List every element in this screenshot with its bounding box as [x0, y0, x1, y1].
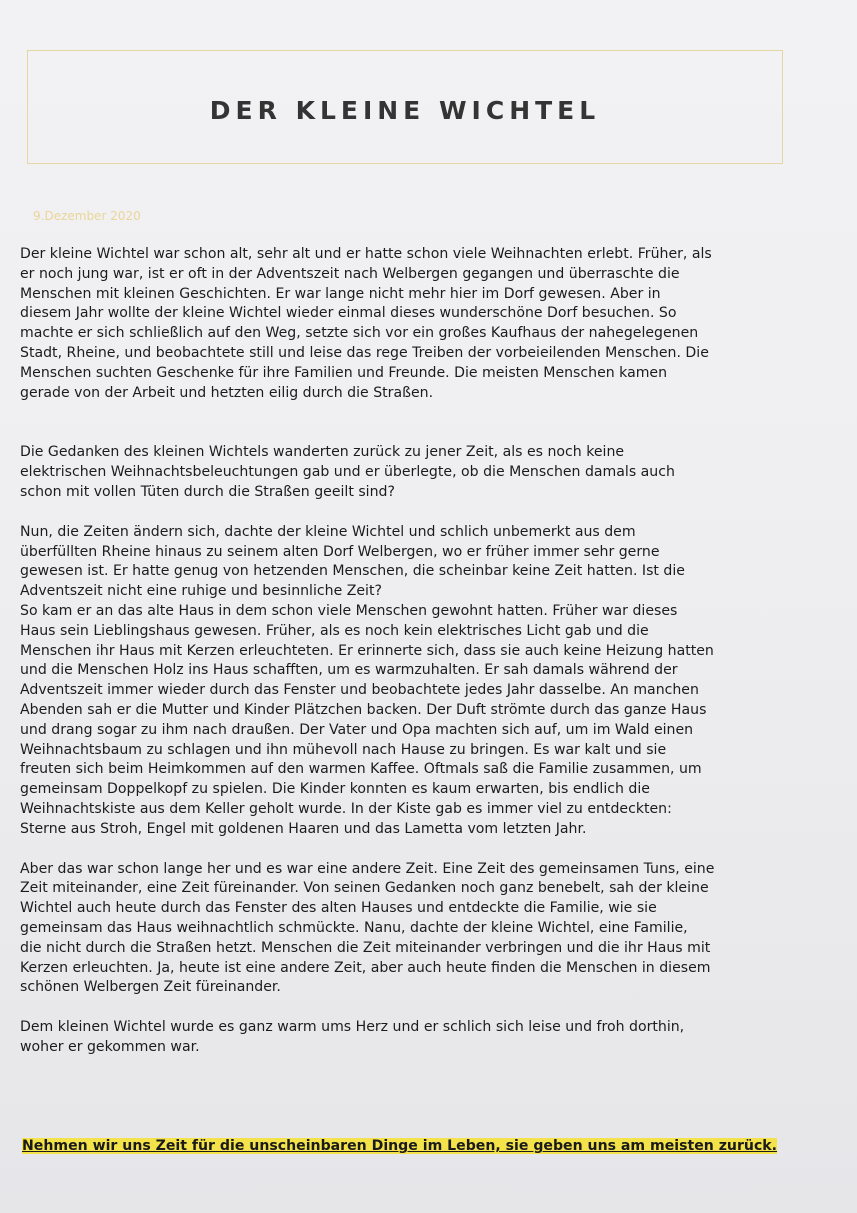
story-paragraph-4: Aber das war schon lange her und es war eine andere Zeit. Eine Zeit des gemeinsamen Tuns, eine Zeit miteinander, eine Zeit füreinander. Von seinen Gedanken noch ganz benebelt, sah der kleine Wichtel auch heute durch das Fenster des alten Hauses und entdeckte die Familie, wie sie gemeinsam das Haus weihnachtlich schmückte. Nanu, dachte der kleine Wichtel, eine Familie, die nicht durch die Straßen hetzt. Menschen die Zeit miteinander verbringen und die ihr Haus mit Kerzen erleuchten. Ja, heute ist eine andere Zeit, aber auch heute finden die Menschen in diesem schönen Welbergen Zeit füreinander.	[20, 860, 715, 996]
story-paragraph-2: Die Gedanken des kleinen Wichtels wanderten zurück zu jener Zeit, als es noch keine elektrischen Weihnachtsbeleuchtungen gab und er überlegte, ob die Menschen damals auch schon mit vollen Tüten durch die Straßen geeilt sind?	[20, 444, 675, 500]
document-title: DER KLEINE WICHTEL	[209, 95, 601, 125]
paragraph-spacer	[20, 1058, 820, 1118]
paragraph-spacer	[20, 998, 820, 1018]
story-paragraph-1: Der kleine Wichtel war schon alt, sehr alt und er hatte schon viele Weihnachten erlebt. Früher, als er noch jung war, ist er oft in der Adventszeit nach Welbergen gegangen und überraschte die Menschen mit kleinen Geschichten. Er war lange nicht mehr hier im Dorf gewesen. Aber in diesem Jahr wollte der kleine Wichtel wieder einmal dieses wunderschöne Dorf besuchen. So machte er sich schließlich auf den Weg, setzte sich vor ein großes Kaufhaus der nahegelegenen Stadt, Rheine, und beobachtete still und leise das rege Treiben der vorbeieilenden Menschen. Die Menschen suchten Geschenke für ihre Familien und Freunde. Die meisten Menschen kamen gerade von der Arbeit und hetzten eilig durch die Straßen.	[20, 246, 712, 401]
title-box	[27, 50, 783, 164]
highlighted-closing-text: Nehmen wir uns Zeit für die unscheinbaren Dinge im Leben, sie geben uns am meisten zurück.	[22, 1138, 778, 1155]
paragraph-spacer	[20, 840, 820, 860]
story-paragraph-5: Dem kleinen Wichtel wurde es ganz warm ums Herz und er schlich sich leise und froh dorthin, woher er gekommen war.	[20, 1019, 685, 1055]
closing-line	[20, 1118, 820, 1158]
story-body	[20, 245, 820, 1157]
paragraph-spacer	[20, 403, 820, 443]
document-date: 9.Dezember 2020	[33, 209, 141, 223]
story-paragraph-3: Nun, die Zeiten ändern sich, dachte der kleine Wichtel und schlich unbemerkt aus dem überfüllten Rheine hinaus zu seinem alten Dorf Welbergen, wo er früher immer sehr gerne gewesen ist. Er hatte genug von hetzenden Menschen, die scheinbar keine Zeit hatten. Ist die Adventszeit nicht eine ruhige und besinnliche Zeit? So kam er an das alte Haus in dem schon viele Menschen gewohnt hatten. Früher war dieses Haus sein Lieblingshaus gewesen. Früher, als es noch kein elektrisches Licht gab und die Menschen ihr Haus mit Kerzen erleuchteten. Er erinnerte sich, dass sie auch keine Heizung hatten und die Menschen Holz ins Haus schafften, um es warmzuhalten. Er sah damals während der Adventszeit immer wieder durch das Fenster und beobachtete jedes Jahr dasselbe. An manchen Abenden sah er die Mutter und Kinder Plätzchen backen. Der Duft strömte durch das ganze Haus und drang sogar zu ihm nach draußen. Der Vater und Opa machten sich auf, um im Wald einen Weihnachtsbaum zu schlagen und ihn mühevoll nach Hause zu bringen. Es war kalt und sie freuten sich beim Heimkommen auf den warmen Kaffee. Oftmals saß die Familie zusammen, um gemeinsam Doppelkopf zu spielen. Die Kinder konnten es kaum erwarten, bis endlich die Weihnachtskiste aus dem Keller geholt wurde. In der Kiste gab es immer viel zu entdeckten: Sterne aus Stroh, Engel mit goldenen Haaren und das Lametta vom letzten Jahr.	[20, 523, 714, 837]
paragraph-spacer	[20, 503, 820, 523]
